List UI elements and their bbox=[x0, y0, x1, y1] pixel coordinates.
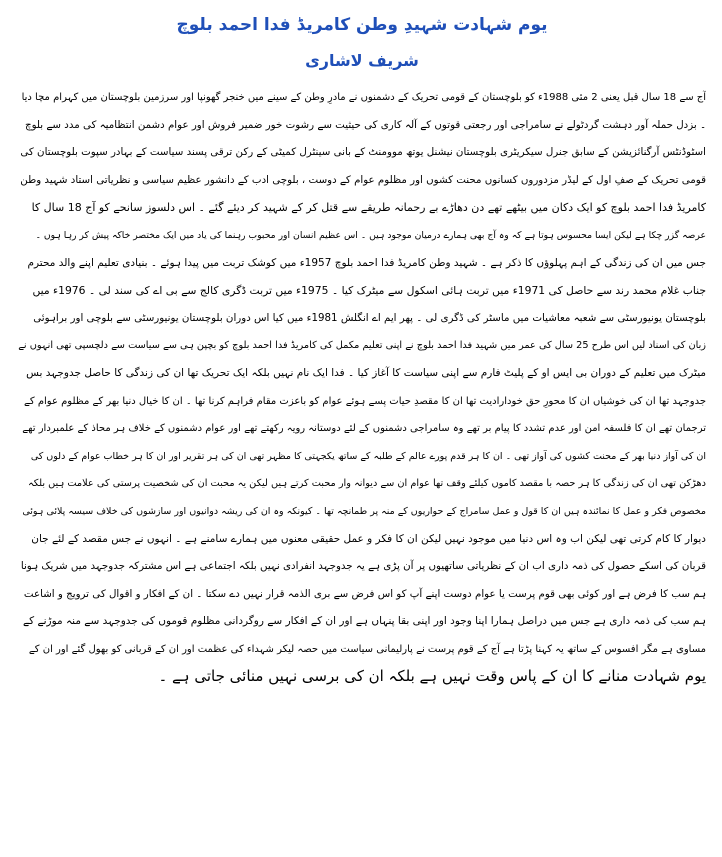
article-author: شریف لاشاری bbox=[305, 51, 419, 70]
body-line: جدوجہد تھا ان کی خوشیاں ان کا محورِ حق خودارادیت تھا ان کا مقصدِ حیات پسے ہوئے عوام کو باعزت مقام فراہم کرنا تھا ۔ ان کا خیال دنیا بھر کے مظلوم عوام کے bbox=[24, 395, 706, 407]
body-line: زبان کی اسناد لیں اس طرح 25 سال کی عمر میں شہید فدا احمد بلوچ نے اپنی تعلیم مکمل کی کامریڈ فدا احمد بلوچ کو بچپن ہی سے سیاست سے دلچسپی تھی انہوں نے bbox=[18, 340, 706, 352]
body-line: جناب غلام محمد رند سے حاصل کی 1971ء میں تربت ہائی اسکول سے میٹرک کیا ۔ 1975ء میں تربت ڈگری کالج سے بی اے کی سند لی ۔ 1976ء میں bbox=[32, 284, 706, 298]
body-line: مخصوص فکر و عمل کا نمائندہ ہیں ان کا قول و عمل سامراج کے حواریوں کے منہ پر طمانچہ تھا ۔ کیونکہ وہ ان کی ریشہ دوانیوں اور سازشوں کی خلاف سیسہ پلائی ہوئی bbox=[22, 505, 706, 517]
body-line: ۔ بزدل حملہ آور دہشت گردٹولے نے سامراجی اور رجعتی قوتوں کے آلہ کاری کی حیثیت سے رشوت خور ضمیر فروش اور عوام دشمن انتظامیہ کی مدد سے بلوچ bbox=[25, 118, 706, 131]
body-line: کامریڈ فدا احمد بلوچ کو ایک دکان میں بیٹھے تھے دن دھاڑے بے رحمانہ طریقے سے قتل کر کے شہید کر دیئے گئے ۔ اس دلسوز سانحے کو آج 18 سال کا bbox=[31, 201, 706, 215]
body-line: آج سے 18 سال قبل یعنی 2 مئی 1988ء کو بلوچستان کے قومی تحریک کے دشمنوں نے مادرِ وطن کے سینے میں خنجر گھونپا اور سرزمین بلوچستان میں کہرام مچا دیا bbox=[21, 92, 706, 103]
body-line: ترجمان تھے ان کا فلسفہ امن اور عدم تشدد کا پیام بر تھے وہ سامراجی دشمنوں کے لئے دوستانہ رویہ رکھتے تھے اور عوام دشمنوں کے خلاف ہر محاذ کے علمبردار تھے bbox=[22, 423, 706, 435]
body-line: بلوچستان یونیورسٹی سے شعبہ معاشیات میں ماسٹر کی ڈگری لی ۔ پھر ایم اے انگلش 1981ء میں کیا اس دوران بلوچستان یونیورسٹی سے بلوچی اور براہوئی bbox=[33, 311, 706, 324]
body-line: جس میں ان کی زندگی کے اہم پہلوؤں کا ذکر ہے ۔ شہید وطن کامریڈ فدا احمد بلوچ 1957ء میں کوشک تربت میں پیدا ہوئے ۔ بنیادی تعلیم اپنے والد محترم bbox=[27, 256, 706, 269]
body-line: قومی تحریک کے صفِ اول کے لیڈر مزدوروں کسانوں محنت کشوں اور مظلوم عوام کے دوست ، بلوچی ادب کے دانشور عظیم سیاسی و نظریاتی استاد شہید وطن bbox=[20, 173, 706, 186]
body-line: ہم سب کا فرض ہے اور کوئی بھی قوم پرست یا عوام دوست اپنے آپ کو اس فرض سے بری الذمہ قرار نہیں دے سکتا ۔ ان کے افکار و اقوال کی ترویج و اشاعت bbox=[23, 587, 706, 600]
article-body bbox=[18, 84, 706, 691]
body-line: مساوی ہے مگر افسوس کے ساتھ یہ کہنا پڑتا ہے آج کے قوم پرست نے پارلیمانی سیاست میں حصہ لیکر شہداء کی عظمت اور ان کے قربانی کو بھول گئے اور ان کے bbox=[28, 643, 706, 655]
body-line: اسٹوڈنٹس آرگنائزیشن کے سابق جنرل سیکریٹری بلوچستان نیشنل یوتھ موومنٹ کے بانی سینٹرل کمیٹی کے رکن ترقی پسند سیاست کے بہادر سپوت بلوچستان کی bbox=[20, 146, 706, 159]
body-line: دیوار کا کام کرتی تھی لیکن اب وہ اس دنیا میں موجود نہیں لیکن ان کا فکر و عمل حقیقی معنوں میں ہمارے سامنے ہے ۔ انہوں نے جس مقصد کے لئے جان bbox=[31, 532, 706, 545]
body-line: دھڑکن تھی ان کی زندگی کا ہر حصہ با مقصد کاموں کیلئے وقف تھا عوام ان سے دیوانہ وار محبت کرتے ہیں لیکن یہ محبت ان کی شخصیت پرستی کی علامت ہیں بلکہ bbox=[28, 478, 706, 490]
body-line: قربان کی اسکے حصول کی ذمہ داری اب ان کے نظریاتی ساتھیوں پر آن پڑی ہے یہ جدوجہد انفرادی نہیں بلکہ اجتماعی ہے اس مشترکہ جدوجہد میں شریک ہونا bbox=[20, 560, 706, 573]
article-title: یوم شہادت شہیدِ وطن کامریڈ فدا احمد بلوچ bbox=[176, 15, 548, 35]
body-line: ہم سب کی ذمہ داری ہے جس میں دراصل ہمارا اپنا وجود اور اپنی بقا پنہاں ہے اور ان کے افکار سے روگردانی مظلوم قوموں کی جدوجہد سے منہ موڑنے کے bbox=[22, 615, 706, 628]
body-line: ان کی آواز دنیا بھر کے محنت کشوں کی آواز تھی ۔ ان کا ہر قدم پورے عالم کے طلبہ کے ساتھ یکجہتی کا مظہر تھی ان کی ہر تقریر اور ان کا ہر خطاب عوام کے دلوں کی bbox=[30, 450, 706, 462]
body-line: میٹرک میں تعلیم کے دوران بی ایس او کے پلیٹ فارم سے اپنی سیاست کا آغاز کیا ۔ فدا ایک نام نہیں بلکہ ایک تحریک تھا ان کی زندگی کا حاصل جدوجہد بس bbox=[26, 366, 706, 379]
body-line: یوم شہادت منانے کا ان کے پاس وقت نہیں ہے بلکہ ان کی برسی نہیں منائی جاتی ہے ۔ bbox=[158, 667, 706, 686]
body-line: عرصہ گزر چکا ہے لیکن ایسا محسوس ہوتا ہے کہ وہ آج بھی ہمارے درمیان موجود ہیں ۔ اس عظیم انسان اور محبوب رہنما کی یاد میں ایک مختصر خاکہ پیش کر رہا ہوں ۔ bbox=[35, 229, 706, 241]
